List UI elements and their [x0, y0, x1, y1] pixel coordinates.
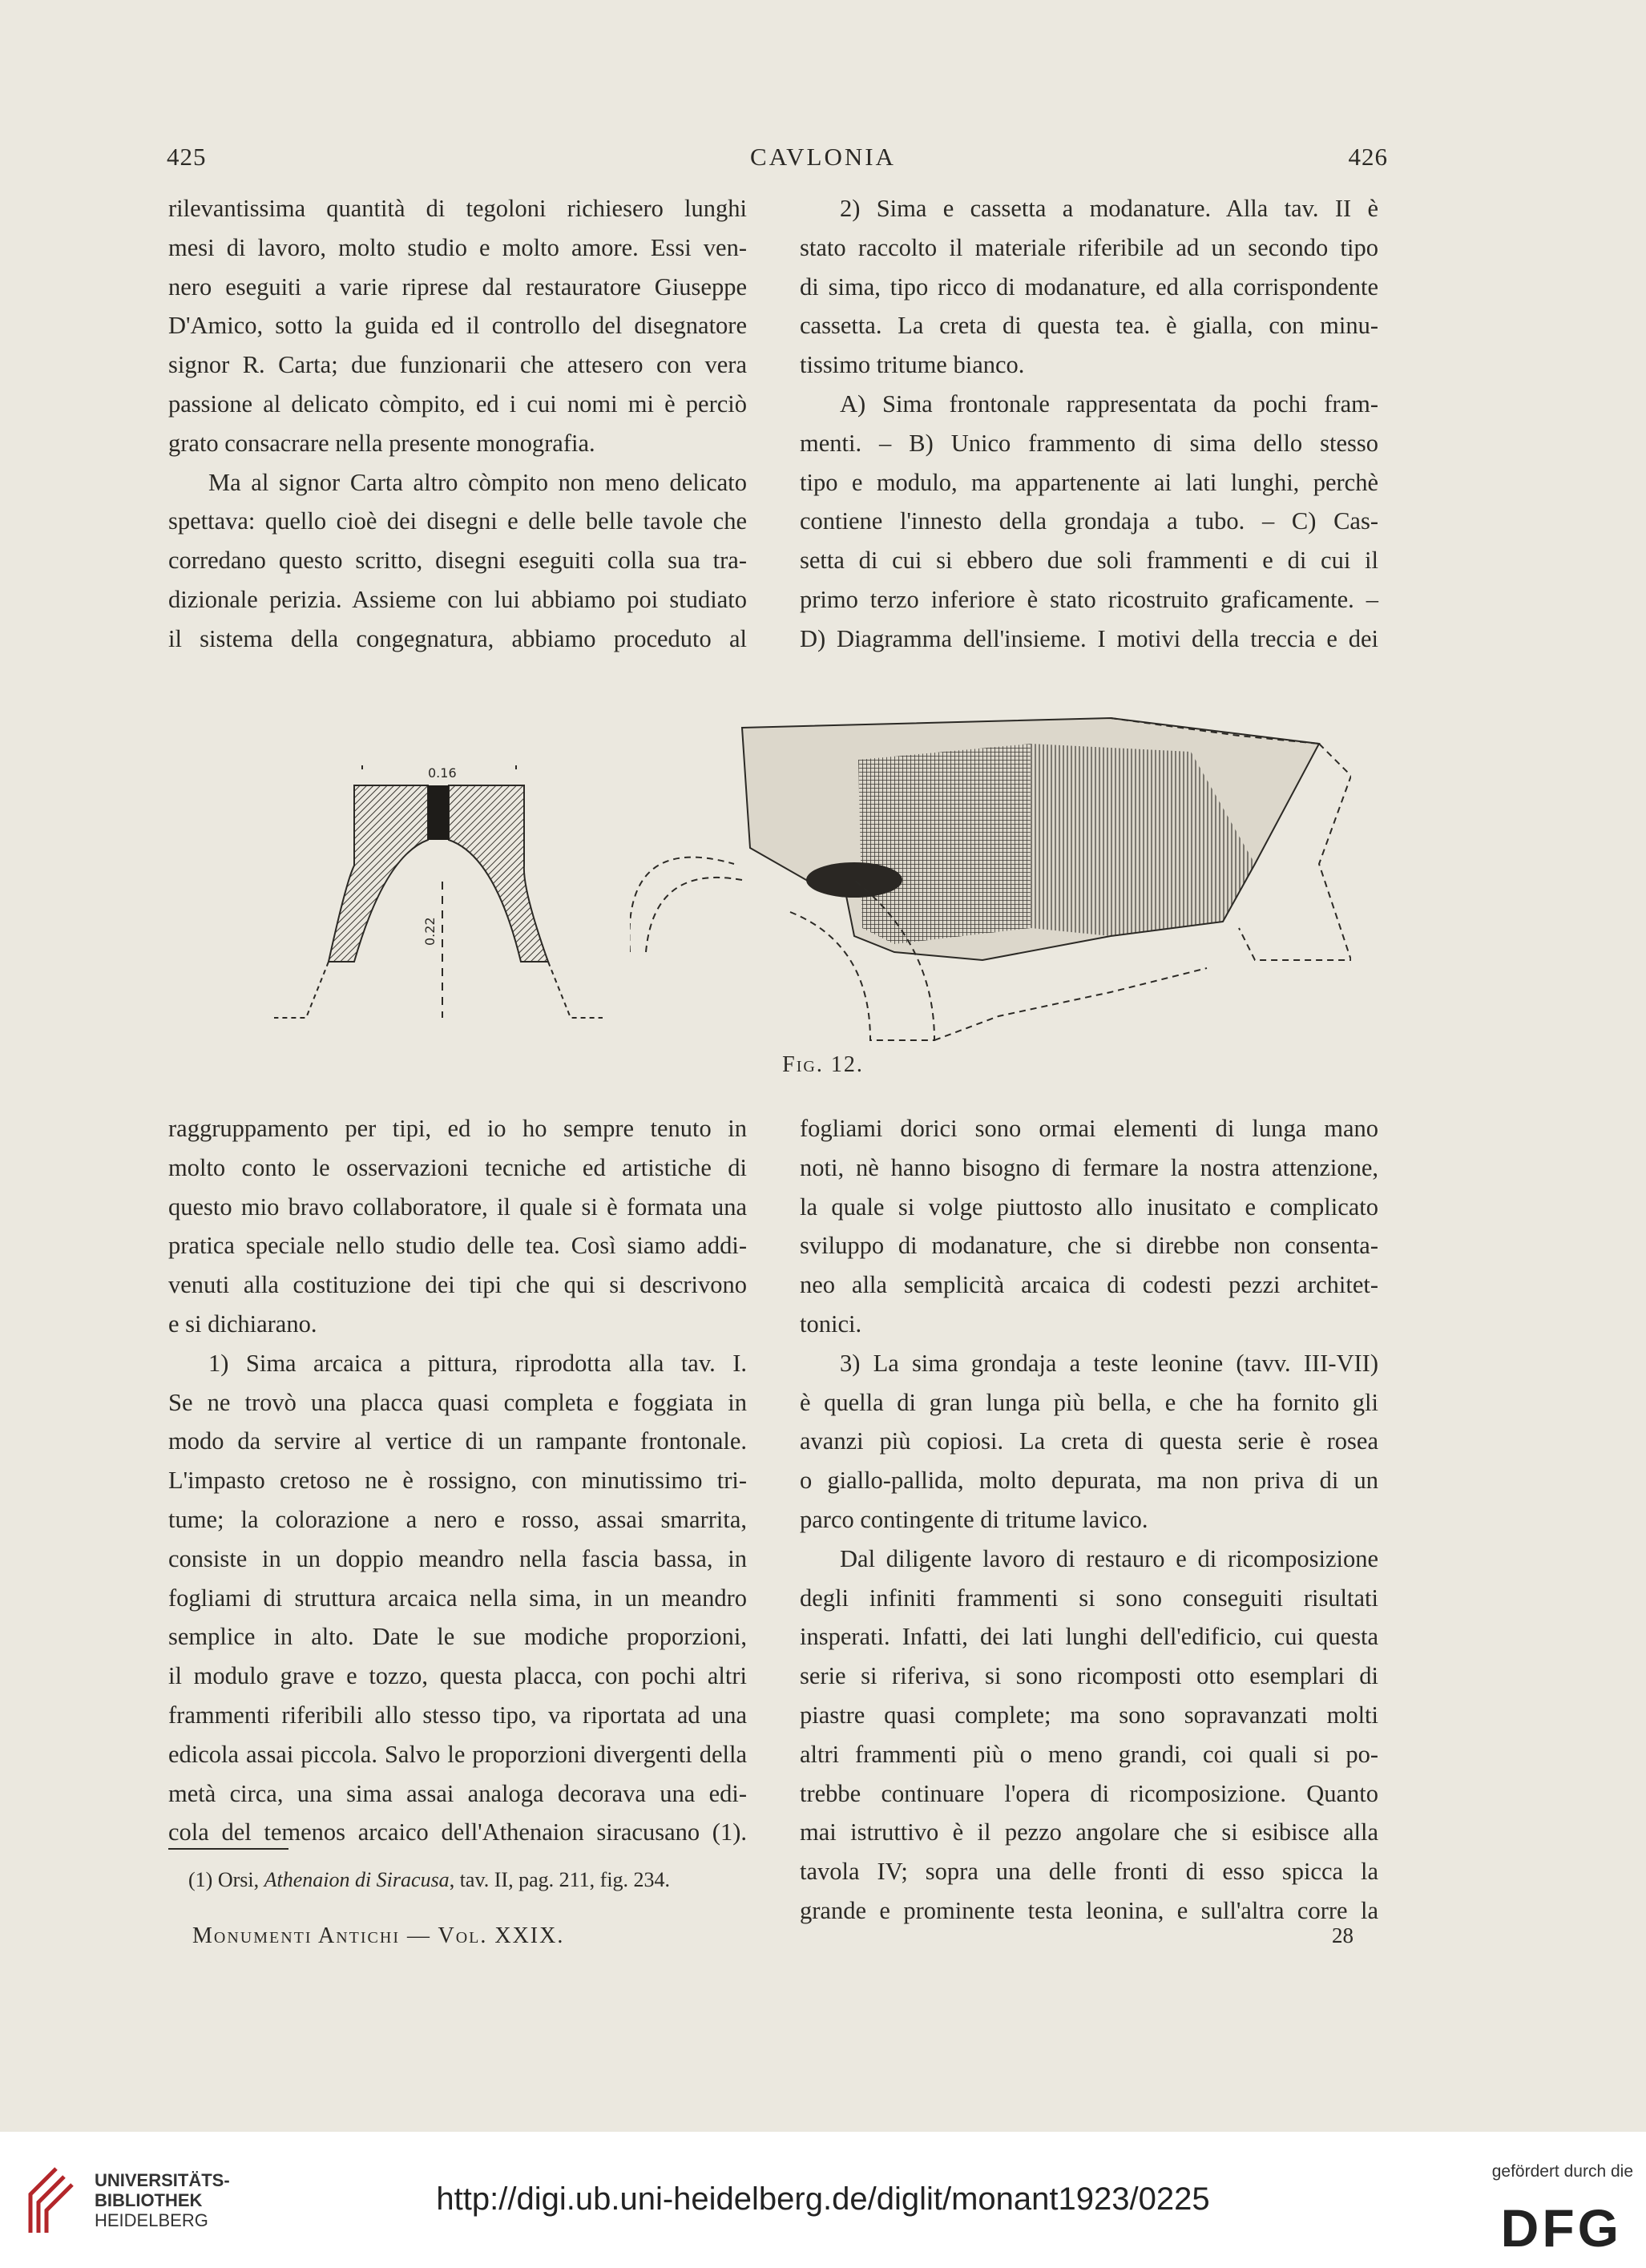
text-line: avanzi più copiosi. La creta di questa serie è rosea: [800, 1427, 1378, 1455]
text-line: insperati. Infatti, dei lati lunghi dell'edificio, cui questa: [800, 1623, 1378, 1651]
text-line: serie si riferiva, si sono ricomposti otto esemplari di: [800, 1662, 1378, 1690]
text-line: tume; la colorazione a nero e rosso, assai smarrita,: [168, 1505, 747, 1533]
text-line: grande e prominente testa leonina, e sull'altra corre la: [800, 1896, 1378, 1924]
text-line: passione al delicato còmpito, ed i cui nomi mi è perciò: [168, 389, 747, 418]
text-line: semplice in alto. Date le sue modiche proporzioni,: [168, 1623, 747, 1651]
text-line: primo terzo inferiore è stato ricostruito graficamente. –: [800, 585, 1378, 613]
text-line: modo da servire al vertice di un rampante frontonale.: [168, 1427, 747, 1455]
library-name-line: BIBLIOTHEK: [95, 2190, 203, 2210]
text-line: il sistema della congegnatura, abbiamo proceduto al: [168, 624, 747, 652]
text-line: menti. – B) Unico frammento di sima dello stesso: [800, 429, 1378, 457]
text-line: contiene l'innesto della grondaja a tubo. – C) Cas-: [800, 507, 1378, 535]
text-line: parco contingente di tritume lavico.: [800, 1505, 1148, 1533]
section-core: [428, 785, 449, 840]
text-line: dizionale perizia. Assieme con lui abbiamo poi studiato: [168, 585, 747, 613]
text-line: metà circa, una sima assai analoga decorava una edi-: [168, 1779, 747, 1807]
text-line: nero eseguiti a varie riprese dal restauratore Giuseppe: [168, 272, 747, 301]
series-signature: Monumenti Antichi — Vol. XXIX.: [192, 1923, 565, 1948]
text-column-top-right: [800, 189, 1378, 659]
text-line: tipo e modulo, ma appartenente ai lati lunghi, perchè: [800, 468, 1378, 496]
text-line: tissimo tritume bianco.: [800, 351, 1025, 379]
text-line: sviluppo di modanature, che si direbbe non consenta-: [800, 1232, 1378, 1260]
text-line: neo alla semplicità arcaica di codesti pezzi architet-: [800, 1271, 1378, 1299]
text-line: cassetta. La creta di questa tea. è gialla, con minu-: [800, 312, 1378, 340]
text-line: spettava: quello cioè dei disegni e delle belle tavole che: [168, 507, 747, 535]
dimension-height-label: 0.22: [422, 917, 438, 946]
text-line: tonici.: [800, 1310, 862, 1338]
section-left-arm: [329, 785, 428, 962]
running-title: CAVLONIA: [750, 143, 896, 171]
text-line: cola del temenos arcaico dell'Athenaion siracusano (1).: [168, 1818, 747, 1846]
footnote-marker: (1) Orsi,: [188, 1868, 264, 1891]
text-line: noti, nè hanno bisogno di fermare la nostra attenzione,: [800, 1153, 1378, 1181]
text-line: Ma al signor Carta altro còmpito non meno delicato: [208, 468, 747, 496]
text-line: trebbe continuare l'opera di ricomposizione. Quanto: [800, 1779, 1378, 1807]
text-line: grato consacrare nella presente monografia.: [168, 429, 595, 457]
text-line: tavola IV; sopra una delle fronti di esso spicca la: [800, 1858, 1378, 1886]
page-number-right: 426: [1348, 143, 1388, 171]
text-line: signor R. Carta; due funzionarii che attesero con vera: [168, 351, 747, 379]
signature-number: 28: [1332, 1923, 1354, 1947]
text-line: la quale si volge piuttosto allo inusitato e complicato: [800, 1193, 1378, 1221]
text-line: o giallo-pallida, molto depurata, ma non priva di un: [800, 1467, 1378, 1495]
viewer-footer: [0, 2132, 1646, 2268]
permalink-url[interactable]: http://digi.ub.uni-heidelberg.de/diglit/monant1923/0225: [436, 2181, 1210, 2217]
library-name-line: HEIDELBERG: [95, 2210, 208, 2230]
text-line: edicola assai piccola. Salvo le proporzioni divergenti della: [168, 1740, 747, 1768]
section-right-arm: [449, 785, 548, 962]
text-line: stato raccolto il materiale riferibile ad un secondo tipo: [800, 233, 1378, 261]
text-line: D) Diagramma dell'insieme. I motivi della treccia e dei: [800, 624, 1378, 652]
page-number-left: 425: [167, 143, 207, 171]
fragment-perspective-drawing: [630, 688, 1351, 1048]
text-line: venuti alla costituzione dei tipi che qui si descrivono: [168, 1271, 747, 1299]
text-line: questo mio bravo collaboratore, il quale si è formata una: [168, 1193, 747, 1221]
text-column-bottom-right: [800, 1109, 1378, 1931]
text-line: e si dichiarano.: [168, 1310, 317, 1338]
text-line: A) Sima frontonale rappresentata da pochi fram-: [840, 389, 1378, 418]
text-line: il modulo grave e tozzo, questa placca, con pochi altri: [168, 1662, 747, 1690]
text-line: raggruppamento per tipi, ed io ho sempre tenuto in: [168, 1115, 747, 1142]
text-line: consiste in un doppio meandro nella fascia bassa, in: [168, 1544, 747, 1572]
text-line: rilevantissima quantità di tegoloni richiesero lunghi: [168, 195, 747, 222]
text-line: è quella di gran lunga più bella, e che ha fornito gli: [800, 1388, 1378, 1416]
spout-opening: [806, 862, 902, 898]
text-column-top-left: [168, 189, 747, 659]
text-line: di sima, tipo ricco di modanature, ed alla corrispondente: [800, 272, 1378, 301]
figure-caption: Fig. 12.: [782, 1052, 864, 1077]
footnote-title: Athenaion di Siracusa: [264, 1868, 450, 1891]
dimension-width-label: 0.16: [428, 765, 457, 781]
footnote-rule: [168, 1848, 288, 1850]
text-line: 1) Sima arcaica a pittura, riprodotta alla tav. I.: [208, 1349, 747, 1377]
library-name-line: UNIVERSITÄTS-: [95, 2170, 230, 2190]
text-line: pratica speciale nello studio delle tea. Così siamo addi-: [168, 1232, 747, 1260]
text-line: degli infiniti frammenti si sono conseguiti risultati: [800, 1584, 1378, 1612]
dfg-logo: DFG: [1500, 2198, 1622, 2258]
text-line: altri frammenti più o meno grandi, coi quali si po-: [800, 1740, 1378, 1768]
text-line: L'impasto cretoso ne è rossigno, con minutissimo tri-: [168, 1467, 747, 1495]
text-column-bottom-left: [168, 1109, 747, 1852]
text-line: fogliami dorici sono ormai elementi di lunga mano: [800, 1115, 1378, 1142]
footnote-reference: , tav. II, pag. 211, fig. 234.: [449, 1868, 671, 1891]
footnote: [188, 1868, 670, 1892]
funding-note: gefördert durch die: [1491, 2162, 1633, 2181]
text-line: corredano questo scritto, disegni eseguiti colla sua tra-: [168, 547, 747, 575]
text-line: Dal diligente lavoro di restauro e di ricomposizione: [840, 1544, 1378, 1572]
text-line: D'Amico, sotto la guida ed il controllo del disegnatore: [168, 312, 747, 340]
text-line: frammenti riferibili allo stesso tipo, va riportata ad una: [168, 1701, 747, 1729]
text-line: Se ne trovò una placca quasi completa e foggiata in: [168, 1388, 747, 1416]
text-line: mesi di lavoro, molto studio e molto amore. Essi ven-: [168, 233, 747, 261]
text-line: setta di cui si ebbero due soli frammenti e di cui il: [800, 547, 1378, 575]
text-line: piastre quasi complete; ma sono sopravanzati molti: [800, 1701, 1378, 1729]
text-line: 2) Sima e cassetta a modanature. Alla tav. II è: [840, 195, 1378, 222]
text-line: 3) La sima grondaja a teste leonine (tavv. III-VII): [840, 1349, 1378, 1377]
text-line: mai istruttivo è il pezzo angolare che si esibisce alla: [800, 1818, 1378, 1846]
sima-section-drawing: [242, 753, 659, 1026]
fragment-cross-hatch: [858, 744, 1031, 944]
text-line: fogliami di struttura arcaica nella sima, in un meandro: [168, 1584, 747, 1612]
text-line: molto conto le osservazioni tecniche ed artistiche di: [168, 1153, 747, 1181]
